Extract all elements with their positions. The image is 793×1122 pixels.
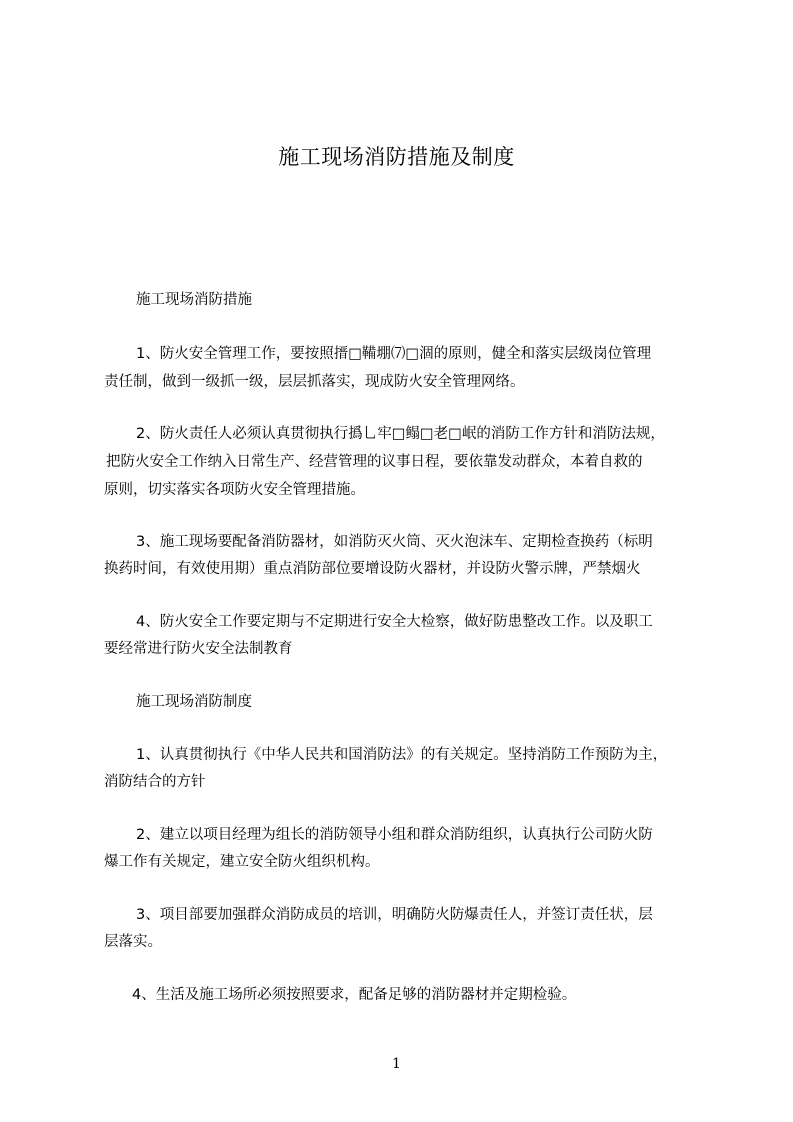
page-title: 施工现场消防措施及制度 [278, 145, 515, 169]
measures-item-1-line-1: 1、防火安全管理工作，要按照搢□鞴堋⑺□涸的原则，健全和落实层级岗位管理 [136, 346, 652, 362]
measures-item-4-line-1: 4、防火安全工作要定期与不定期进行安全大检察，做好防患整改工作。以及职工 [136, 614, 653, 630]
system-item-2-line-1: 2、建立以项目经理为组长的消防领导小组和群众消防组织，认真执行公司防火防 [136, 827, 653, 843]
measures-item-3-line-1: 3、施工现场要配备消防器材，如消防灭火筒、灭火泡沫车、定期检查换药（标明 [136, 534, 653, 550]
section-heading-measures: 施工现场消防措施 [136, 292, 252, 308]
system-item-2-line-2: 爆工作有关规定，建立安全防火组织机构。 [104, 854, 380, 870]
measures-item-4-line-2: 要经常进行防火安全法制教育 [104, 641, 293, 657]
measures-item-3-line-2: 换药时间，有效使用期）重点消防部位要增设防火器材，并设防火警示牌，严禁烟火 [104, 561, 641, 577]
system-item-1-line-1: 1、认真贯彻执行《中华人民共和国消防法》的有关规定。坚持消防工作预防为主， [136, 747, 668, 763]
measures-item-2-line-3: 原则，切实落实各项防火安全管理措施。 [104, 482, 365, 498]
system-item-1-line-2: 消防结合的方针 [104, 774, 206, 790]
page-number: 1 [392, 1056, 401, 1072]
system-item-4-line-1: 4、生活及施工场所必须按照要求，配备足够的消防器材并定期检验。 [132, 987, 577, 1003]
measures-item-2-line-1: 2、防火责任人必须认真贯彻执行撝乚牢□鳎□老□岷的消防工作方针和消防法规， [136, 426, 665, 442]
system-item-3-line-2: 层落实。 [104, 934, 162, 950]
measures-item-2-line-2: 把防火安全工作纳入日常生产、经营管理的议事日程，要依靠发动群众，本着自救的 [106, 454, 643, 470]
measures-item-1-line-2: 责任制，做到一级抓一级，层层抓落实，现成防火安全管理网络。 [104, 374, 525, 390]
section-heading-system: 施工现场消防制度 [136, 694, 252, 710]
system-item-3-line-1: 3、项目部要加强群众消防成员的培训，明确防火防爆责任人，并签订责任状，层 [136, 907, 653, 923]
